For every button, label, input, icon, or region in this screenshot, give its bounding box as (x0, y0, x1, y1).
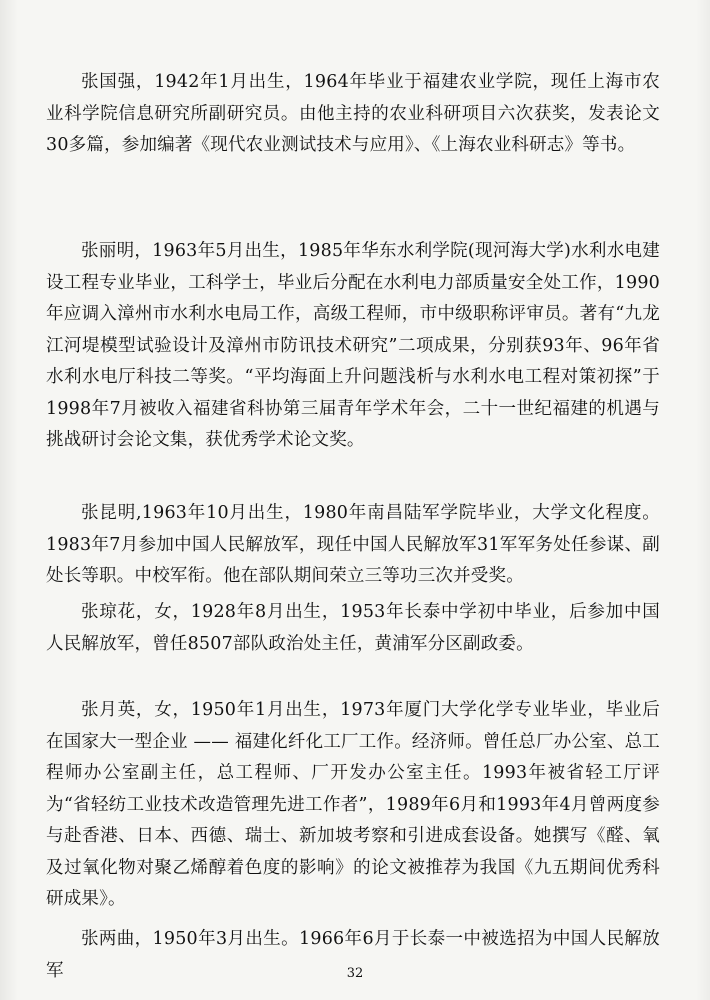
biography-paragraph: 张月英，女，1950年1月出生，1973年厦门大学化学专业毕业，毕业后在国家大一型企业 —— 福建化纤化工厂工作。经济师。曾任总厂办公室、总工程师办公室副主任，总工程师、厂开发办公室主任。1993年被省轻工厅评为“省轻纺工业技术改造管理先进工作者”，1989年6月和1993年4月曾两度参与赴香港、日本、西德、瑞士、新加坡考察和引进成套设备。她撰写《醛、氧及过氧化物对聚乙烯醇着色度的影响》的论文被推荐为我国《九五期间优秀科研成果》。 (46, 700, 660, 909)
page-number: 32 (346, 966, 364, 981)
biography-paragraph: 张琼花，女，1928年8月出生，1953年长泰中学初中毕业，后参加中国人民解放军，曾任8507部队政治处主任，黄浦军分区副政委。 (46, 602, 660, 654)
biography-paragraph: 张丽明，1963年5月出生，1985年华东水利学院(现河海大学)水利水电建设工程专业毕业，工科学士，毕业后分配在水利电力部质量安全处工作，1990年应调入漳州市水利水电局工作，高级工程师，市中级职称评审员。著有“九龙江河堤模型试验设计及漳州市防讯技术研究”二项成果，分别获93年、96年省水利水电厅科技二等奖。“平均海面上升问题浅析与水利水电工程对策初探”于1998年7月被收入福建省科协第三届青年学术年会，二十一世纪福建的机遇与挑战研讨会论文集，获优秀学术论文奖。 (46, 241, 660, 450)
biography-paragraph: 张昆明,1963年10月出生，1980年南昌陆军学院毕业，大学文化程度。1983年7月参加中国人民解放军，现任中国人民解放军31军军务处任参谋、副处长等职。中校军衔。他在部队期间荣立三等功三次并受奖。 (46, 503, 660, 586)
biography-paragraph: 张国强，1942年1月出生，1964年毕业于福建农业学院，现任上海市农业科学院信息研究所副研究员。由他主持的农业科研项目六次获奖，发表论文30多篇，参加编著《现代农业测试技术与应用》、《上海农业科研志》等书。 (46, 72, 660, 155)
biography-paragraph: 张两曲，1950年3月出生。1966年6月于长泰一中被选招为中国人民解放军 (46, 929, 660, 981)
